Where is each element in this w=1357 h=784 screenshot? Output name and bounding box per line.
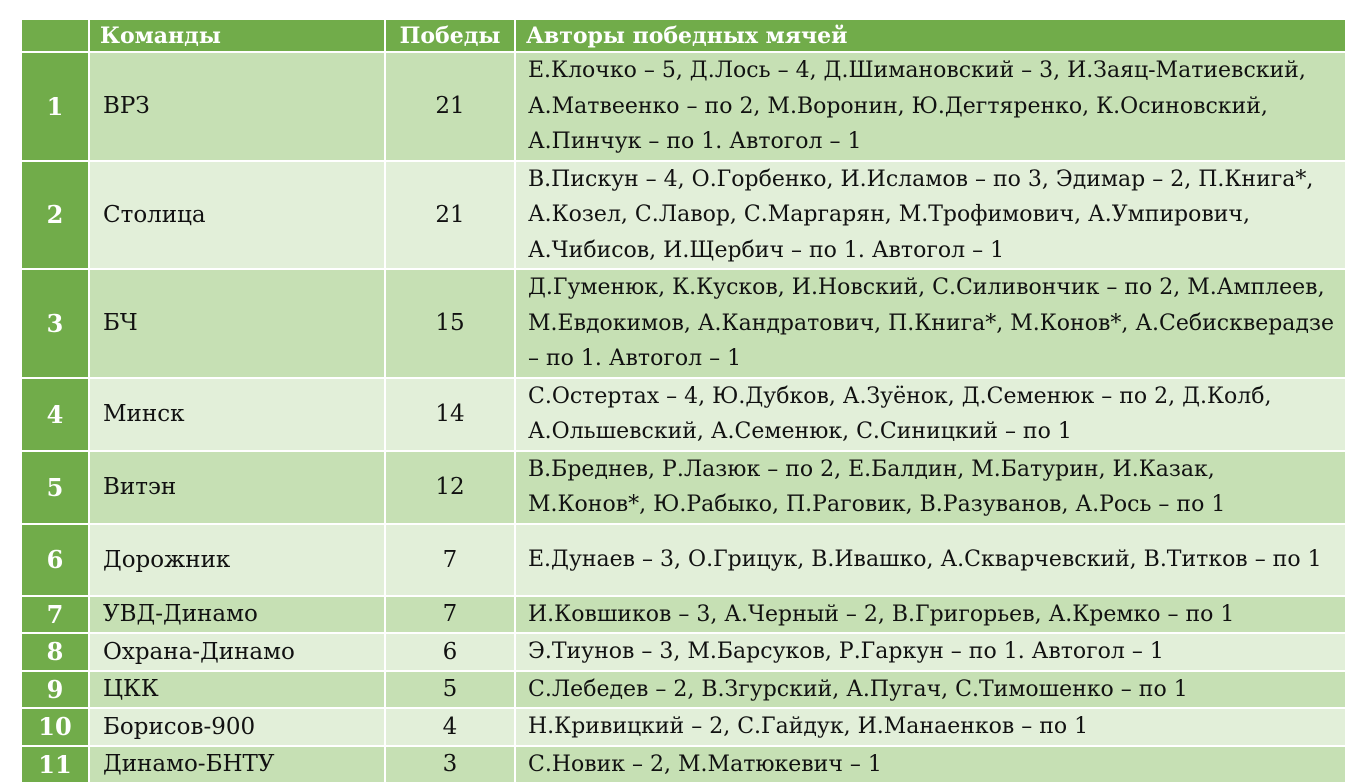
table-row bbox=[21, 708, 1346, 746]
row-number: 7 bbox=[21, 596, 89, 634]
goal-authors: И.Ковшиков – 3, А.Черный – 2, В.Григорьев, А.Кремко – по 1 bbox=[515, 596, 1346, 634]
goal-authors: С.Новик – 2, М.Матюкевич – 1 bbox=[515, 746, 1346, 784]
team-name: Борисов-900 bbox=[89, 708, 385, 746]
table-row bbox=[21, 596, 1346, 634]
row-number: 10 bbox=[21, 708, 89, 746]
wins-count: 5 bbox=[385, 671, 515, 709]
wins-count: 21 bbox=[385, 52, 515, 161]
wins-count: 6 bbox=[385, 633, 515, 671]
goal-authors: Е.Клочко – 5, Д.Лось – 4, Д.Шимановский – 3, И.Заяц-Матиевский, А.Матвеенко – по 2, М.Воронин, Ю.Дегтяренко, К.Осиновский, А.Пинчук – по 1. Автогол – 1 bbox=[515, 52, 1346, 161]
table-row bbox=[21, 671, 1346, 709]
wins-count: 12 bbox=[385, 451, 515, 524]
team-name: УВД-Динамо bbox=[89, 596, 385, 634]
row-number: 1 bbox=[21, 52, 89, 161]
header-teams: Команды bbox=[89, 19, 385, 52]
goal-authors: Э.Тиунов – 3, М.Барсуков, Р.Гаркун – по 1. Автогол – 1 bbox=[515, 633, 1346, 671]
row-number: 8 bbox=[21, 633, 89, 671]
table-row bbox=[21, 451, 1346, 524]
table-row bbox=[21, 633, 1346, 671]
header-wins: Победы bbox=[385, 19, 515, 52]
goal-authors: Е.Дунаев – 3, О.Грицук, В.Ивашко, А.Скварчевский, В.Титков – по 1 bbox=[515, 524, 1346, 596]
table-row bbox=[21, 269, 1346, 378]
goal-authors: Н.Кривицкий – 2, С.Гайдук, И.Манаенков – по 1 bbox=[515, 708, 1346, 746]
wins-count: 3 bbox=[385, 746, 515, 784]
row-number: 9 bbox=[21, 671, 89, 709]
row-number: 5 bbox=[21, 451, 89, 524]
row-number: 11 bbox=[21, 746, 89, 784]
team-name: ВРЗ bbox=[89, 52, 385, 161]
header-authors: Авторы победных мячей bbox=[515, 19, 1346, 52]
scorers-table bbox=[20, 18, 1347, 784]
table-row bbox=[21, 378, 1346, 451]
goal-authors: В.Пискун – 4, О.Горбенко, И.Исламов – по 3, Эдимар – 2, П.Книга*, А.Козел, С.Лавор, С.Маргарян, М.Трофимович, А.Умпирович, А.Чибисов, И.Щербич – по 1. Автогол – 1 bbox=[515, 161, 1346, 270]
goal-authors: Д.Гуменюк, К.Кусков, И.Новский, С.Силивончик – по 2, М.Амплеев, М.Евдокимов, А.Кандратович, П.Книга*, М.Конов*, А.Себискверадзе – по 1. Автогол – 1 bbox=[515, 269, 1346, 378]
wins-count: 7 bbox=[385, 524, 515, 596]
wins-count: 21 bbox=[385, 161, 515, 270]
team-name: ЦКК bbox=[89, 671, 385, 709]
goal-authors: С.Лебедев – 2, В.Згурский, А.Пугач, С.Тимошенко – по 1 bbox=[515, 671, 1346, 709]
table-row bbox=[21, 746, 1346, 784]
team-name: Минск bbox=[89, 378, 385, 451]
wins-count: 15 bbox=[385, 269, 515, 378]
table-row bbox=[21, 161, 1346, 270]
row-number: 2 bbox=[21, 161, 89, 270]
goal-authors: В.Бреднев, Р.Лазюк – по 2, Е.Балдин, М.Батурин, И.Казак, М.Конов*, Ю.Рабыко, П.Раговик, В.Разуванов, А.Рось – по 1 bbox=[515, 451, 1346, 524]
header-number bbox=[21, 19, 89, 52]
header-row bbox=[21, 19, 1346, 52]
table-row bbox=[21, 52, 1346, 161]
team-name: Витэн bbox=[89, 451, 385, 524]
team-name: Динамо-БНТУ bbox=[89, 746, 385, 784]
goal-authors: С.Остертах – 4, Ю.Дубков, А.Зуёнок, Д.Семенюк – по 2, Д.Колб, А.Ольшевский, А.Семенюк, С.Синицкий – по 1 bbox=[515, 378, 1346, 451]
wins-count: 14 bbox=[385, 378, 515, 451]
row-number: 6 bbox=[21, 524, 89, 596]
wins-count: 4 bbox=[385, 708, 515, 746]
wins-count: 7 bbox=[385, 596, 515, 634]
table-row bbox=[21, 524, 1346, 596]
team-name: Охрана-Динамо bbox=[89, 633, 385, 671]
row-number: 4 bbox=[21, 378, 89, 451]
team-name: Дорожник bbox=[89, 524, 385, 596]
team-name: Столица bbox=[89, 161, 385, 270]
row-number: 3 bbox=[21, 269, 89, 378]
team-name: БЧ bbox=[89, 269, 385, 378]
